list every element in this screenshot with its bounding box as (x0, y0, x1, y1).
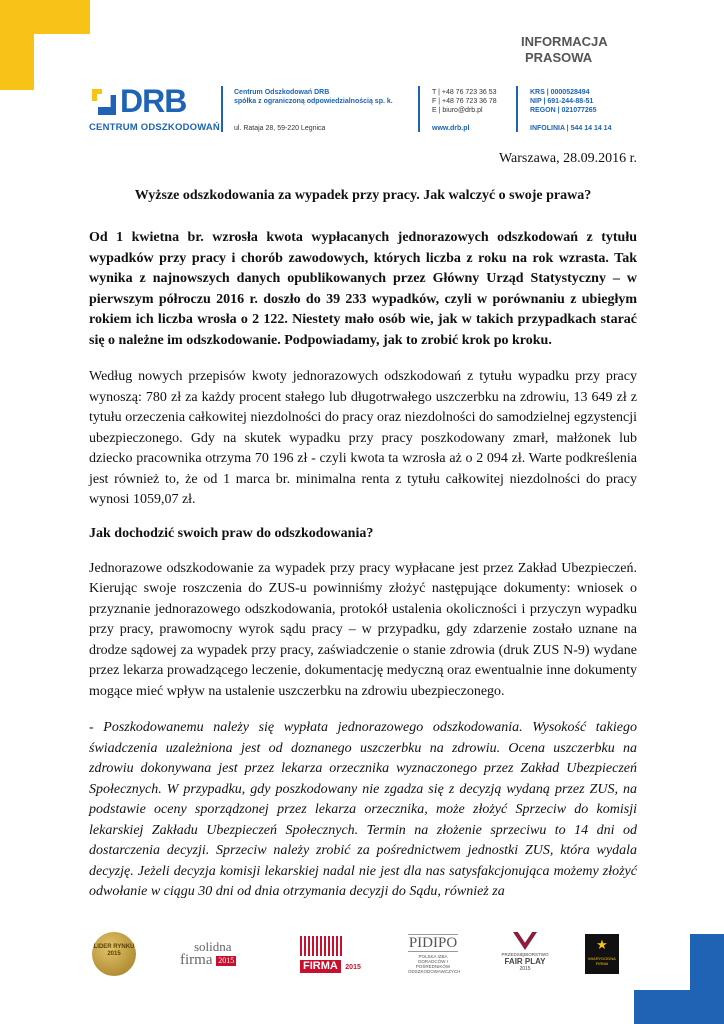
header-divider (221, 86, 223, 132)
lider-rynku-text: LIDER RYNKU 2015 (92, 932, 136, 976)
document-body (89, 150, 637, 903)
company-info (234, 88, 393, 106)
corner-decoration-top-left (0, 0, 90, 90)
wiarygodna-firma-text: WIARYGODNA FIRMA (588, 956, 616, 966)
solidna-text: solidna (194, 939, 232, 954)
fair-play-year: 2015 (519, 966, 531, 972)
pidipo-text: PIDIPO (408, 935, 458, 951)
infolinia-text: INFOLINIA | 544 14 14 14 (530, 125, 612, 132)
fax-text: F | +48 76 723 36 78 (432, 98, 497, 105)
address-text: ul. Rataja 28, 59-220 Legnica (234, 125, 326, 132)
krs-text: KRS | 0000528494 (530, 89, 590, 96)
paragraph-3: - Poszkodowanemu należy się wypłata jednorazowego odszkodowania. Wysokość takiego świadczenia uzależniona jest od doznanego uszczerbku na zdrowiu. Ocena uszczerbku na zdrowiu dokonywana jest przez lekarza orzecznika wyznaczonego przez Zakład Ubezpieczeń Społecznych. W przypadku, gdy poszkodowany nie zgadza się z decyzją wydaną przez ZUS, na podstawie oceny sporządzonej przez lekarza orzecznika, może złożyć Sprzeciw do komisji lekarskiej Zakładu Ubezpieczeń Społecznych. Termin na złożenie sprzeciwu to 14 dni od dostarczenia decyzji. Sprzeciw należy zrobić za pośrednictwem jednostki ZUS, która wydala decyzję. Jeżeli decyzja komisji lekarskiej nadal nie jest dla nas satysfakcjonująca możemy złożyć odwołanie w ciągu 30 dni od dnia otrzymania decyzji do Sądu, również za (89, 720, 637, 899)
press-release-label (521, 34, 608, 66)
paragraph-2: Jednorazowe odszkodowanie za wypadek przy pracy wypłacane jest przez Zakład Ubezpieczeń. Kierując swoje roszczenia do ZUS-u powinniśmy złożyć następujące dokumenty: wniosek o przyznanie jednorazowego odszkodowania, protokół ustalenia okoliczności i przyczyn wypadku przy pracy, prawomocny wyrok sądu pracy – w przypadku, gdy zdarzenie zostało uznane na drodze sądowej za wypadek przy pracy, zaświadczenie o stanie zdrowia (druk ZUS N-9) wydane przez lekarza prowadzącego leczenie, dokumentację medyczną oraz ewentualnie inne dokumenty mogące mieć wpływ na ustalenie uszczerbku na zdrowiu ubezpieczonego. (89, 560, 637, 699)
registry-info (530, 88, 597, 115)
drb-logo (88, 83, 220, 136)
contact-info (432, 88, 497, 115)
fair-play-text: FAIR PLAY (504, 957, 546, 966)
header-divider (418, 86, 420, 132)
barcode-icon (300, 936, 344, 956)
document-date: Warszawa, 28.09.2016 r. (498, 151, 637, 166)
firma-badge-text: FIRMA (300, 960, 341, 973)
press-label-line1: INFORMACJA (521, 34, 608, 49)
paragraph-1: Według nowych przepisów kwoty jednorazowych odszkodowań z tytułu wypadku przy pracy wynoszą: 780 zł za każdy procent stałego lub długotrwałego uszczerbku na zdrowiu, 13 649 zł z tytułu orzeczenia całkowitej niezdolności do pracy oraz niezdolności do samodzielnej egzystencji ubezpieczonego. Gdy na skutek wypadku przy pracy poszkodowany zmarł, małżonek lub dziecko pracownika otrzyma 70 196 zł - czyli kwota ta wzrosła aż o 2 094 zł. Warte podkreślenia jest również to, że od 1 marca br. minimalna renta z tytułu całkowitej niezdolności do pracy wynosi 1059,07 zł. (89, 369, 637, 507)
document-title: Wyższe odszkodowania za wypadek przy pracy. Jak walczyć o swoje prawa? (134, 188, 592, 203)
website-link[interactable]: www.drb.pl (432, 125, 470, 132)
nip-text: NIP | 691-244-88-51 (530, 98, 594, 105)
company-legal: spółka z ograniczoną odpowiedzialnością sp. k. (234, 98, 393, 105)
header-divider (516, 86, 518, 132)
fair-play-top: PRZEDSIĘBIORSTWO (501, 952, 549, 957)
infolinia (530, 124, 611, 133)
firma-text: firma (180, 952, 213, 968)
award-badges (92, 932, 632, 982)
logo-text: DRB (120, 83, 187, 119)
regon-text: REGON | 021077265 (530, 107, 597, 114)
corner-decoration-bottom-right (634, 934, 724, 1024)
lider-rynku-badge (92, 932, 138, 982)
section-heading: Jak dochodzić swoich praw do odszkodowania? (89, 525, 374, 541)
website (432, 124, 469, 133)
letterhead (88, 83, 660, 136)
pidipo-subtitle: POLSKA IZBA DORADCÓW I POŚREDNIKÓW ODSZKODOWAWCZYCH (408, 954, 461, 974)
company-address (234, 124, 325, 133)
email-link[interactable]: E | biuro@drb.pl (432, 107, 483, 114)
drb-logo-icon (92, 89, 116, 115)
logo-subtitle: CENTRUM ODSZKODOWAŃ (89, 122, 220, 133)
firma-badge (300, 936, 364, 986)
lead-paragraph: Od 1 kwietna br. wzrosła kwota wypłacanych jednorazowych odszkodowań z tytułu wypadków przy pracy i chorób zawodowych, których liczba z roku na rok wzrasta. Tak wynika z najnowszych danych opublikowanych przez Główny Urząd Statystyczny – w pierwszym półroczu 2016 r. doszło do 39 233 wypadków, czyli w porównaniu z ubiegłym rokiem ich liczba wrosła o 2 122. Niestety mało osób wie, jak w takich przypadkach starać się o należne im odszkodowanie. Podpowiadamy, jak to zrobić krok po kroku. (89, 230, 637, 348)
pidipo-badge (408, 934, 461, 984)
wiarygodna-firma-badge: ★ WIARYGODNA FIRMA (585, 934, 621, 984)
solidna-firma-badge (180, 940, 252, 990)
fair-play-icon (513, 932, 537, 950)
company-name: Centrum Odszkodowań DRB (234, 89, 330, 96)
phone-text: T | +48 76 723 36 53 (432, 89, 497, 96)
firma-badge-year: 2015 (345, 964, 361, 971)
solidna-year: 2015 (218, 955, 235, 965)
press-label-line2: PRASOWA (525, 50, 593, 65)
fair-play-badge (494, 932, 556, 982)
